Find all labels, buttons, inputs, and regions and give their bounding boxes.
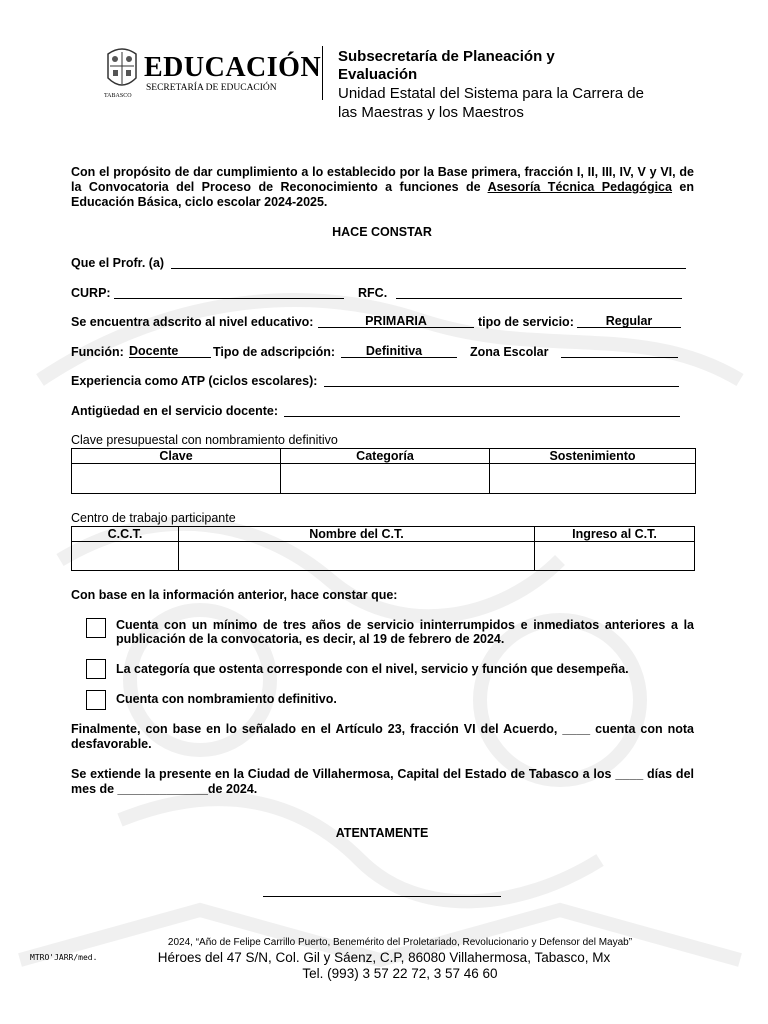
- footer-phone: Tel. (993) 3 57 22 72, 3 57 46 60: [302, 966, 498, 981]
- program-name: Asesoría Técnica Pedagógica: [487, 180, 672, 194]
- nivel-value: PRIMARIA: [365, 314, 427, 328]
- checkbox-servicio[interactable]: [86, 618, 106, 638]
- footer-initials: MTRO'JARR/med.: [30, 953, 98, 962]
- curp-label: CURP:: [71, 286, 111, 300]
- finalmente-line2: desfavorable.: [71, 737, 152, 751]
- profr-field[interactable]: [171, 268, 686, 269]
- coat-of-arms-icon: [104, 44, 140, 100]
- centro-trabajo-table: [71, 526, 695, 571]
- table1-header-categoria: Categoría: [281, 449, 490, 464]
- department-title: Subsecretaría de Planeación y Evaluación: [338, 48, 555, 83]
- table2-cell-ingreso[interactable]: [535, 542, 695, 571]
- table2-header-cct: C.C.T.: [72, 527, 179, 542]
- unit-line1: Unidad Estatal del Sistema para la Carrera de: [338, 85, 644, 102]
- tipo-adscripcion-label: Tipo de adscripción:: [213, 345, 336, 359]
- unit-line2: las Maestras y los Maestros: [338, 104, 524, 121]
- table1-cell-categoria[interactable]: [281, 464, 490, 494]
- logo-subtitle: SECRETARÍA DE EDUCACIÓN: [146, 83, 277, 93]
- tipo-servicio-value: Regular: [605, 314, 653, 328]
- footer-motto: 2024, “Año de Felipe Carrillo Puerto, Benemérito del Proletariado, Revolucionario y Defensor del Mayab”: [167, 937, 633, 948]
- checkbox-nombramiento[interactable]: [86, 690, 106, 710]
- table2-cell-cct[interactable]: [72, 542, 179, 571]
- check3-line1: Cuenta con nombramiento definitivo.: [116, 692, 337, 706]
- extiende-line1: Se extiende la presente en la Ciudad de Villahermosa, Capital del Estado de Tabasco a los ____ días del: [71, 767, 694, 781]
- adscrito-label: Se encuentra adscrito al nivel educativo:: [71, 315, 314, 329]
- zona-label: Zona Escolar: [470, 345, 549, 359]
- atentamente: ATENTAMENTE: [335, 826, 429, 840]
- hace-constar-heading: HACE CONSTAR: [332, 225, 432, 239]
- extiende-line2: mes de _____________de 2024.: [71, 782, 258, 796]
- experiencia-label: Experiencia como ATP (ciclos escolares):: [71, 374, 318, 388]
- rfc-label: RFC.: [358, 286, 388, 300]
- constar-intro: Con base en la información anterior, hace constar que:: [71, 588, 398, 602]
- table2-header-ingreso: Ingreso al C.T.: [535, 527, 695, 542]
- experiencia-field[interactable]: [324, 386, 679, 387]
- table1-cell-sostenimiento[interactable]: [490, 464, 696, 494]
- logo-word: EDUCACIÓN: [144, 52, 322, 83]
- intro-line1: Con el propósito de dar cumplimiento a lo establecido por la Base primera, fracción I, II, III, IV, V y VI, de: [71, 165, 694, 179]
- finalmente-line1: Finalmente, con base en lo señalado en el Artículo 23, fracción VI del Acuerdo, ____ cuenta con nota: [71, 722, 694, 736]
- table2-cell-nombre[interactable]: [179, 542, 535, 571]
- check1-line1: Cuenta con un mínimo de tres años de servicio ininterrumpidos e inmediatos anteriores a la: [116, 618, 694, 632]
- tipo-servicio-label: tipo de servicio:: [478, 315, 574, 329]
- rfc-field[interactable]: [396, 298, 682, 299]
- funcion-label: Función:: [71, 345, 124, 359]
- table1-header-sostenimiento: Sostenimiento: [490, 449, 696, 464]
- table1-title: Clave presupuestal con nombramiento definitivo: [71, 433, 338, 447]
- checkbox-categoria[interactable]: [86, 659, 106, 679]
- intro-line2: la Convocatoria del Proceso de Reconocimiento a funciones de Asesoría Técnica Pedagógica en: [71, 180, 694, 194]
- header-divider: [322, 46, 323, 100]
- check1-line2: publicación de la convocatoria, es decir, al 19 de febrero de 2024.: [116, 632, 505, 646]
- table1-cell-clave[interactable]: [72, 464, 281, 494]
- antiguedad-label: Antigüedad en el servicio docente:: [71, 404, 278, 418]
- tipo-adscripcion-value: Definitiva: [365, 344, 423, 358]
- zona-field[interactable]: [561, 357, 678, 358]
- signature-line[interactable]: [263, 896, 501, 897]
- clave-table: [71, 448, 696, 494]
- antiguedad-field[interactable]: [284, 416, 680, 417]
- intro-line3: Educación Básica, ciclo escolar 2024-2025.: [71, 195, 328, 209]
- profr-label: Que el Profr. (a): [71, 256, 165, 270]
- funcion-value: Docente: [129, 344, 179, 358]
- check2-line1: La categoría que ostenta corresponde con el nivel, servicio y función que desempeña.: [116, 662, 629, 676]
- table2-header-nombre: Nombre del C.T.: [179, 527, 535, 542]
- footer-address: Héroes del 47 S/N, Col. Gil y Sáenz, C.P, 86080 Villahermosa, Tabasco, Mx: [157, 950, 611, 965]
- table1-header-clave: Clave: [72, 449, 281, 464]
- curp-field[interactable]: [114, 298, 344, 299]
- seal-caption: TABASCO: [104, 93, 132, 99]
- table2-title: Centro de trabajo participante: [71, 511, 236, 525]
